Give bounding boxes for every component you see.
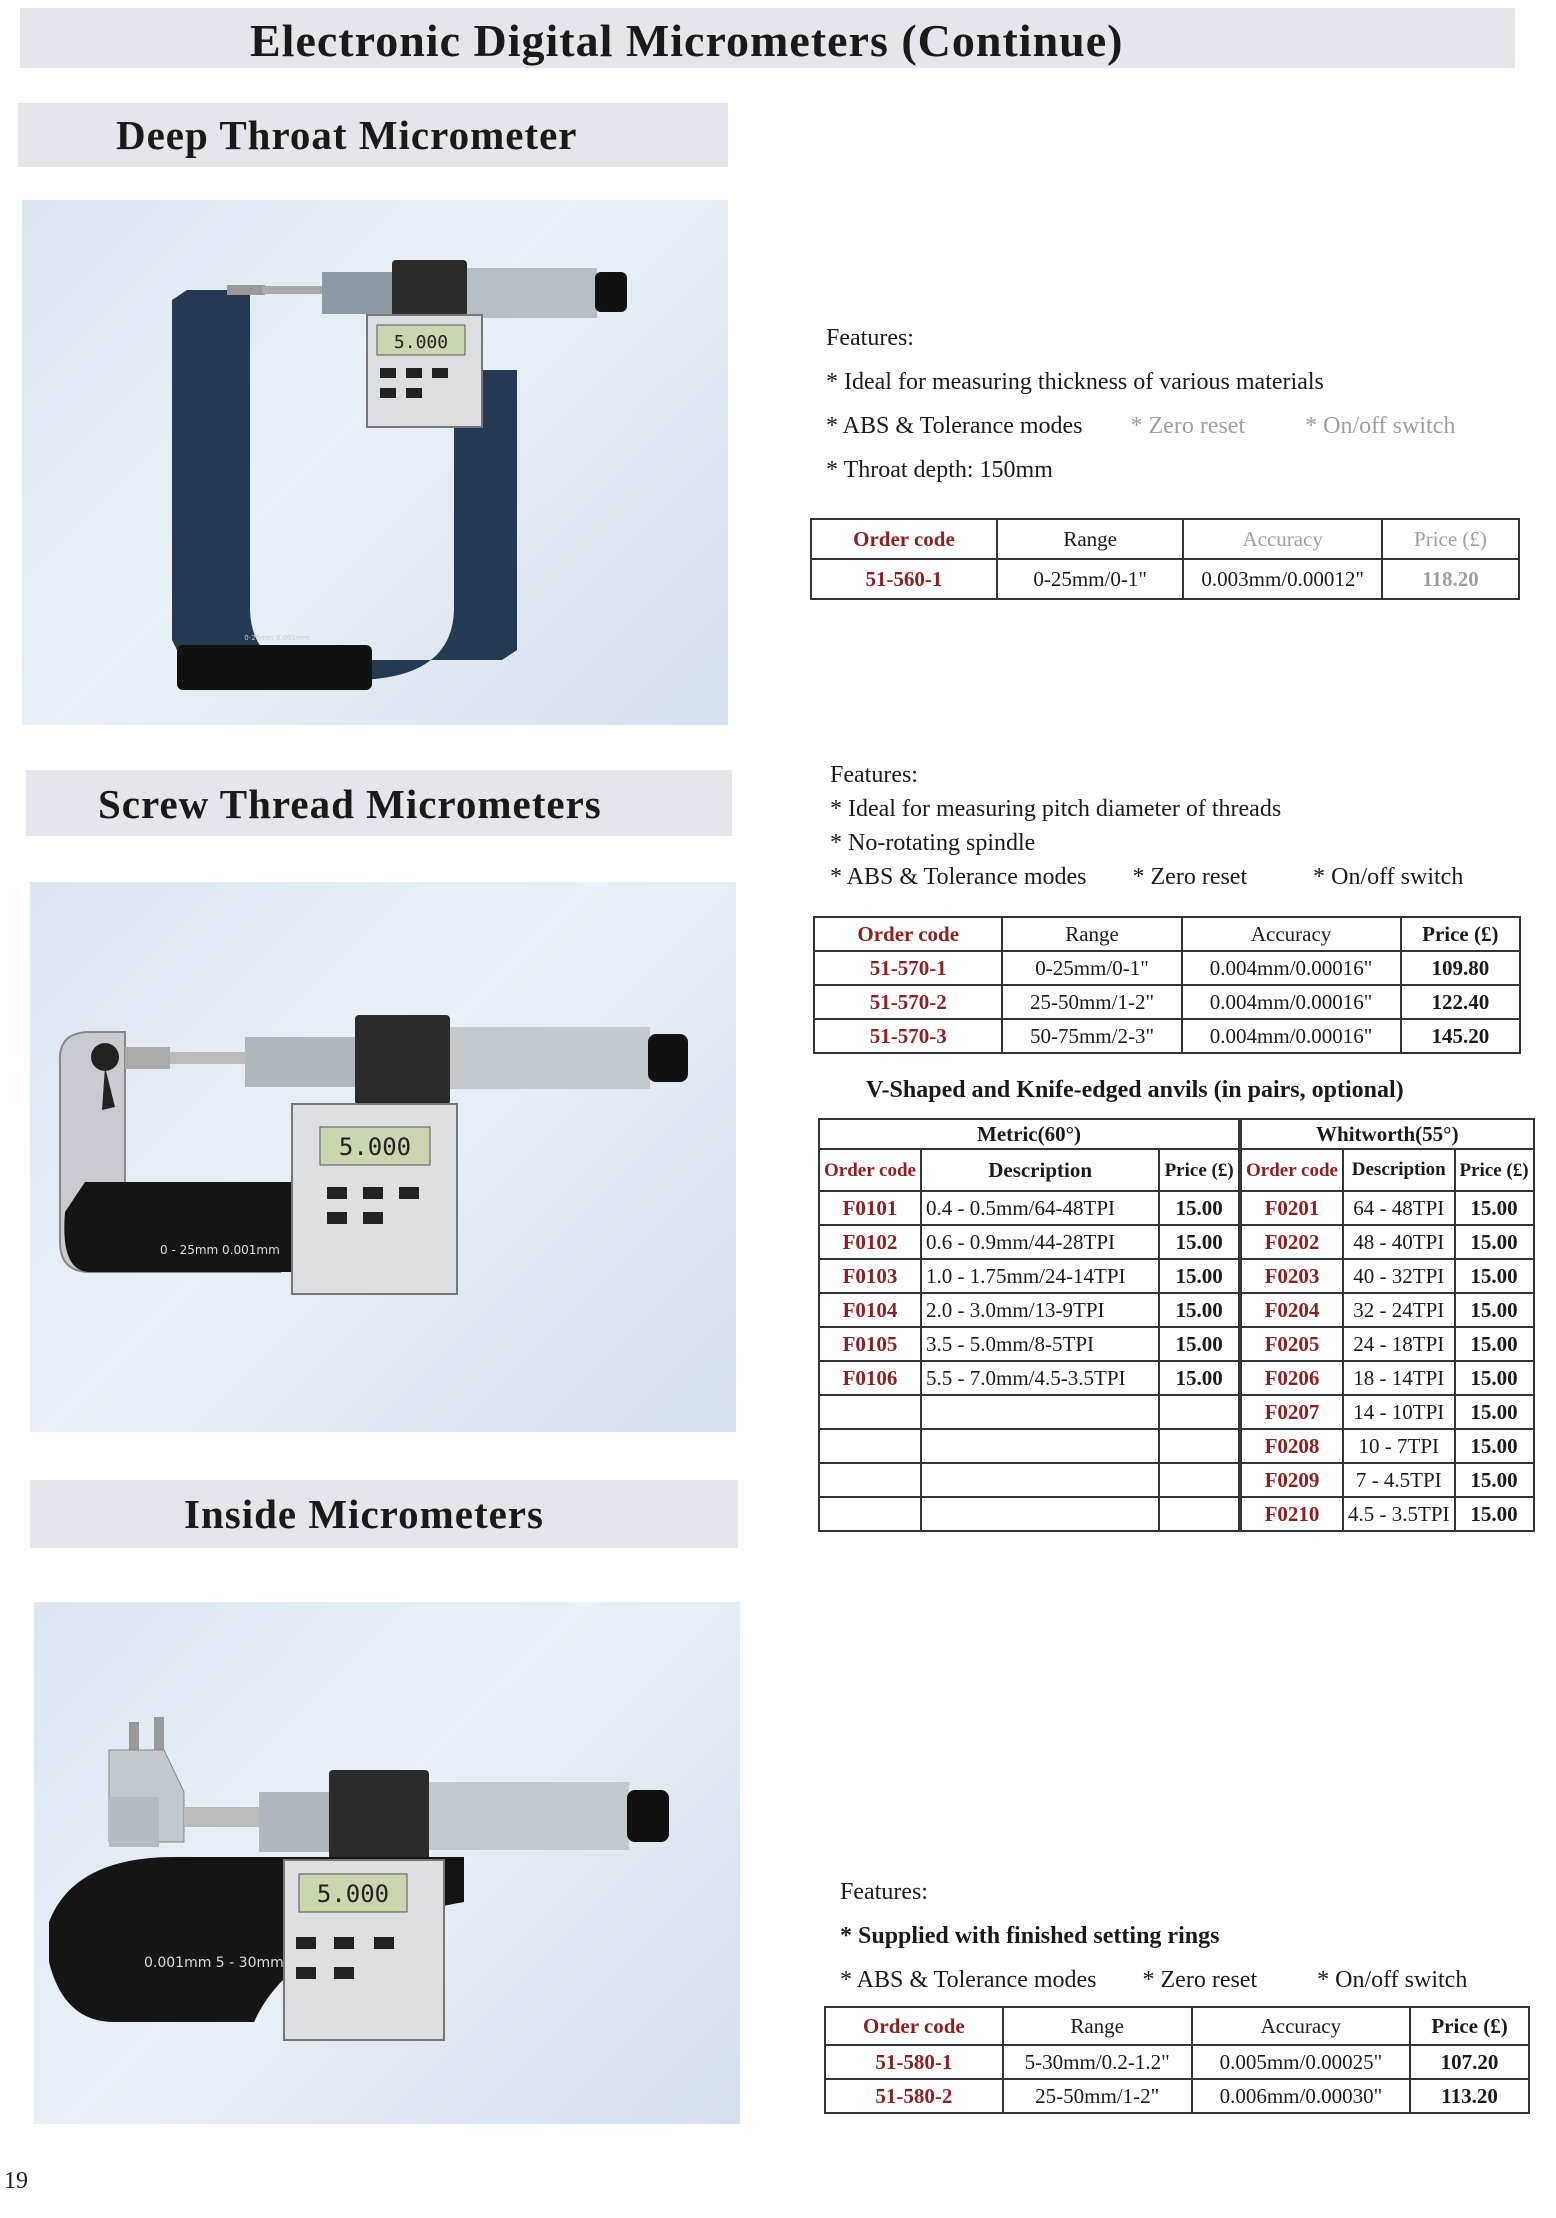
screw-thread-micrometer-image [30,882,736,1432]
price: 15.00 [1455,1361,1534,1395]
accuracy: 0.004mm/0.00016" [1182,1019,1401,1053]
table-row [811,559,1519,599]
order-code: F0101 [819,1191,921,1225]
table-row-empty [819,1429,1239,1463]
section-title: Deep Throat Micrometer [116,112,578,158]
features-heading: Features: [826,325,914,351]
price: 145.20 [1401,1019,1520,1053]
price: 15.00 [1159,1225,1239,1259]
col-header-price: Price (£) [1410,2007,1529,2045]
page-number: 19 [4,2168,28,2194]
description: 32 - 24TPI [1343,1293,1455,1327]
col-header-range: Range [997,519,1184,559]
table-row-empty [819,1463,1239,1497]
price: 15.00 [1159,1191,1239,1225]
page-title-banner [20,8,1515,68]
description: 10 - 7TPI [1343,1429,1455,1463]
whitworth-group-title: Whitworth(55°) [1241,1119,1534,1149]
col-header-price: Price (£) [1455,1149,1534,1191]
description: 3.5 - 5.0mm/8-5TPI [921,1327,1159,1361]
order-code: F0102 [819,1225,921,1259]
screw-thread-features [830,758,1530,894]
metric-anvils-table [818,1118,1240,1532]
description: 0.6 - 0.9mm/44-28TPI [921,1225,1159,1259]
feature-row [826,404,1526,448]
table-row [819,1327,1239,1361]
feature-item: * ABS & Tolerance modes [840,1967,1097,1993]
table-row [1241,1259,1534,1293]
description: 1.0 - 1.75mm/24-14TPI [921,1259,1159,1293]
order-code: F0202 [1241,1225,1343,1259]
accuracy: 0.004mm/0.00016" [1182,985,1401,1019]
feature-item: * On/off switch [1305,413,1456,439]
metric-group-title: Metric(60°) [819,1119,1239,1149]
order-code: 51-570-3 [814,1019,1002,1053]
table-row [1241,1463,1534,1497]
section-title: Inside Micrometers [184,1491,544,1537]
col-header-price: Price (£) [1159,1149,1239,1191]
table-row [814,985,1520,1019]
table-header-row [819,1149,1239,1191]
col-header-description: Description [921,1149,1159,1191]
description: 14 - 10TPI [1343,1395,1455,1429]
order-code: 51-570-2 [814,985,1002,1019]
description: 0.4 - 0.5mm/64-48TPI [921,1191,1159,1225]
table-row-empty [819,1395,1239,1429]
price: 15.00 [1159,1259,1239,1293]
table-row [814,1019,1520,1053]
feature-item: * ABS & Tolerance modes [826,413,1083,439]
order-code: F0105 [819,1327,921,1361]
frame-label: 0.001mm 5 - 30mm [144,1955,284,1971]
price: 122.40 [1401,985,1520,1019]
order-code: 51-560-1 [811,559,997,599]
feature-item: * Zero reset [1132,864,1248,890]
feature-item: * Zero reset [1130,413,1246,439]
table-row [814,951,1520,985]
section-banner-screw-thread [26,770,732,836]
deep-throat-micrometer-image [22,200,728,725]
col-header-range: Range [1003,2007,1192,2045]
feature-item: * ABS & Tolerance modes [830,864,1087,890]
range: 50-75mm/2-3" [1002,1019,1181,1053]
range: 25-50mm/1-2" [1002,985,1181,1019]
features-heading: Features: [830,762,918,788]
price: 15.00 [1455,1225,1534,1259]
table-row [1241,1293,1534,1327]
frame-label: 0-25mm 0.001mm [244,634,310,642]
price: 15.00 [1455,1395,1534,1429]
price: 15.00 [1159,1361,1239,1395]
order-code: 51-580-2 [825,2079,1003,2113]
col-header-price: Price (£) [1401,917,1520,951]
range: 0-25mm/0-1" [997,559,1184,599]
description: 18 - 14TPI [1343,1361,1455,1395]
table-row [819,1361,1239,1395]
table-row [1241,1361,1534,1395]
anvils-title: V-Shaped and Knife-edged anvils (in pairs, optional) [866,1077,1404,1103]
table-row [1241,1327,1534,1361]
feature-item: * No-rotating spindle [830,830,1036,856]
range: 5-30mm/0.2-1.2" [1003,2045,1192,2079]
description: 5.5 - 7.0mm/4.5-3.5TPI [921,1361,1159,1395]
order-code: F0206 [1241,1361,1343,1395]
inside-features [840,1870,1540,2002]
deep-throat-order-table [810,518,1520,600]
order-code: F0205 [1241,1327,1343,1361]
col-header-order-code: Order code [811,519,997,559]
table-group-header-row [1241,1119,1534,1149]
table-row [825,2045,1529,2079]
description: 40 - 32TPI [1343,1259,1455,1293]
feature-row [830,860,1530,894]
table-row [819,1293,1239,1327]
price: 107.20 [1410,2045,1529,2079]
description: 24 - 18TPI [1343,1327,1455,1361]
order-code: 51-580-1 [825,2045,1003,2079]
frame-label: 0 - 25mm 0.001mm [160,1243,280,1257]
description: 64 - 48TPI [1343,1191,1455,1225]
price: 15.00 [1455,1259,1534,1293]
accuracy: 0.004mm/0.00016" [1182,951,1401,985]
price: 15.00 [1159,1293,1239,1327]
inside-micrometer-photo [34,1602,740,2124]
table-row [1241,1191,1534,1225]
deep-throat-micrometer-photo [22,200,728,725]
table-row [819,1191,1239,1225]
order-code: F0208 [1241,1429,1343,1463]
order-code: F0209 [1241,1463,1343,1497]
description: 7 - 4.5TPI [1343,1463,1455,1497]
feature-item: * On/off switch [1317,1967,1468,1993]
feature-item: * Ideal for measuring thickness of various materials [826,369,1324,395]
order-code: F0104 [819,1293,921,1327]
price: 15.00 [1455,1463,1534,1497]
section-banner-inside [30,1480,738,1548]
feature-row [840,1958,1540,2002]
accuracy: 0.003mm/0.00012" [1183,559,1382,599]
whitworth-anvils-table [1240,1118,1535,1532]
price: 15.00 [1455,1429,1534,1463]
lcd-display: 5.000 [316,1880,390,1908]
table-group-header-row [819,1119,1239,1149]
section-title: Screw Thread Micrometers [98,781,602,827]
order-code: F0203 [1241,1259,1343,1293]
description: 48 - 40TPI [1343,1225,1455,1259]
range: 25-50mm/1-2" [1003,2079,1192,2113]
order-code: F0210 [1241,1497,1343,1531]
screw-thread-micrometer-photo [30,882,736,1432]
col-header-order-code: Order code [814,917,1002,951]
table-header-row [1241,1149,1534,1191]
price: 15.00 [1455,1191,1534,1225]
price: 109.80 [1401,951,1520,985]
page-title: Electronic Digital Micrometers (Continue) [250,15,1124,66]
table-row [1241,1429,1534,1463]
col-header-description: Description [1343,1149,1455,1191]
col-header-order-code: Order code [825,2007,1003,2045]
table-row [1241,1395,1534,1429]
feature-item: * Zero reset [1142,1967,1258,1993]
table-header-row [825,2007,1529,2045]
lcd-display: 5.000 [393,332,449,353]
table-row [819,1259,1239,1293]
range: 0-25mm/0-1" [1002,951,1181,985]
inside-order-table [824,2006,1530,2114]
table-row-empty [819,1497,1239,1531]
feature-item: * Supplied with finished setting rings [840,1923,1220,1949]
price: 15.00 [1455,1497,1534,1531]
price: 15.00 [1455,1327,1534,1361]
feature-item: * On/off switch [1313,864,1464,890]
col-header-order-code: Order code [1241,1149,1343,1191]
table-row [825,2079,1529,2113]
col-header-accuracy: Accuracy [1182,917,1401,951]
col-header-accuracy: Accuracy [1183,519,1382,559]
price: 15.00 [1455,1293,1534,1327]
table-row [819,1225,1239,1259]
features-heading: Features: [840,1879,928,1905]
price: 113.20 [1410,2079,1529,2113]
order-code: F0106 [819,1361,921,1395]
price: 15.00 [1159,1327,1239,1361]
order-code: 51-570-1 [814,951,1002,985]
price: 118.20 [1382,559,1519,599]
accuracy: 0.006mm/0.00030" [1192,2079,1410,2113]
col-header-accuracy: Accuracy [1192,2007,1410,2045]
feature-item: * Ideal for measuring pitch diameter of threads [830,796,1282,822]
order-code: F0204 [1241,1293,1343,1327]
table-header-row [814,917,1520,951]
feature-item: * Throat depth: 150mm [826,457,1053,483]
table-row [1241,1497,1534,1531]
deep-throat-features [826,316,1526,492]
table-header-row [811,519,1519,559]
order-code: F0103 [819,1259,921,1293]
accuracy: 0.005mm/0.00025" [1192,2045,1410,2079]
order-code: F0201 [1241,1191,1343,1225]
order-code: F0207 [1241,1395,1343,1429]
col-header-range: Range [1002,917,1181,951]
col-header-price: Price (£) [1382,519,1519,559]
lcd-display: 5.000 [338,1133,412,1161]
table-row [1241,1225,1534,1259]
section-banner-deep-throat [18,103,728,167]
col-header-order-code: Order code [819,1149,921,1191]
screw-thread-order-table [813,916,1521,1054]
description: 2.0 - 3.0mm/13-9TPI [921,1293,1159,1327]
inside-micrometer-image [34,1602,740,2124]
description: 4.5 - 3.5TPI [1343,1497,1455,1531]
